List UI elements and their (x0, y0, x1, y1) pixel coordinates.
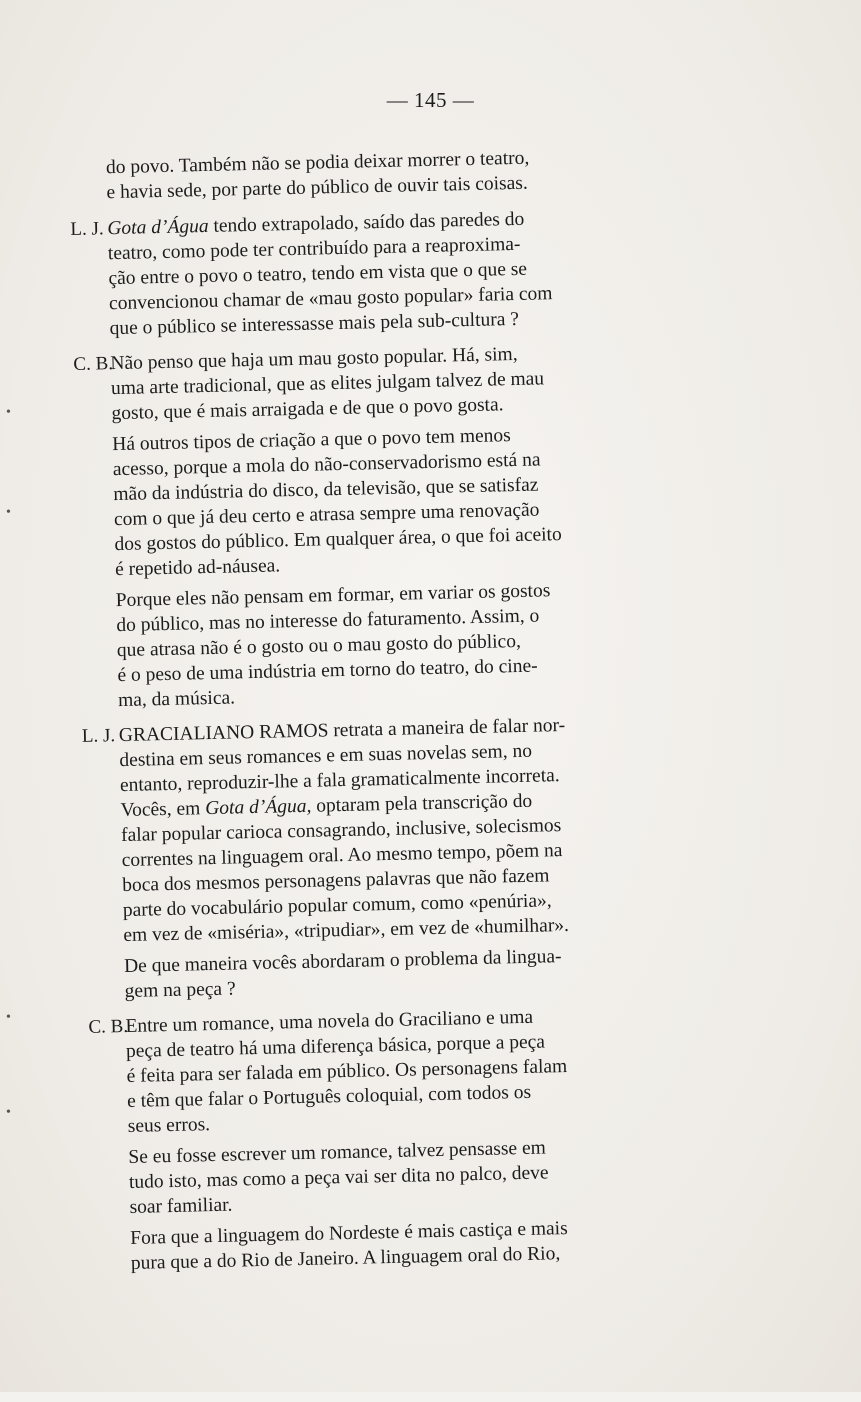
page-number: — 145 — (386, 88, 475, 112)
text-line: boca dos mesmos personagens palavras que não fazem (122, 865, 550, 897)
margin-mark-icon: • (6, 1105, 11, 1120)
text-line: pura que a do Rio de Janeiro. A linguagem oral do Rio, (130, 1243, 561, 1274)
play-title: Gota d’Água, (204, 795, 312, 820)
text-line: Fora que a linguagem do Nordeste é mais castiça e mais (130, 1218, 568, 1249)
text-line: De que maneira vocês abordaram o problema da lingua- (123, 946, 562, 978)
text-line: convencionou chamar de «mau gosto popular» faria com (108, 283, 553, 315)
text-line: destina em seus romances e em suas novelas sem, no (119, 740, 533, 772)
text-line: dos gostos do público. Em qualquer área, o que foi aceito (114, 523, 562, 556)
text-line: e têm que falar o Português coloquial, com todos os (126, 1081, 532, 1112)
text-line: Se eu fosse escrever um romance, talvez pensasse em (128, 1137, 547, 1168)
text-line: seus erros. (127, 1114, 211, 1137)
text-span: optaram pela transcrição do (311, 790, 533, 817)
text-line: GRACIALIANO RAMOS retrata a maneira de falar nor- (118, 714, 566, 747)
text-line: é o peso de uma indústria em torno do teatro, do cine- (117, 655, 538, 687)
text-line: com o que já deu certo e atrasa sempre uma renovação (113, 499, 540, 531)
text-line: Não penso que haja um mau gosto popular. Há, sim, (110, 343, 518, 375)
text-line: gosto, que é mais arraigada e de que o povo gosta. (111, 394, 504, 425)
text-line: Entre um romance, uma novela do Graciliano e uma (125, 1006, 534, 1038)
play-title: Gota d’Água (107, 215, 209, 240)
text-line: que atrasa não é o gosto ou o mau gosto do público, (116, 630, 522, 662)
margin-mark-icon: • (6, 1010, 11, 1025)
speaker-label-lj: L. J. (81, 725, 116, 747)
text-line: peça de teatro há uma diferença básica, porque a peça (125, 1031, 546, 1062)
text-line: é feita para ser falada em público. Os personagens falam (126, 1055, 568, 1087)
speaker-label-cb: C. B. (88, 1015, 129, 1038)
text-line: correntes na linguagem oral. Ao mesmo tempo, põem na (121, 840, 563, 872)
text-line: em vez de «miséria», «tripudiar», em vez de «humilhar». (123, 914, 570, 947)
text-line: do povo. Também não se podia deixar morrer o teatro, (105, 147, 530, 179)
text-line: entanto, reproduzir-lhe a fala gramaticalmente incorreta. (119, 765, 560, 797)
text-line: Há outros tipos de criação a que o povo tem menos (112, 425, 511, 456)
text-span: Vocês, em (120, 798, 206, 822)
text-line: que o público se interessasse mais pela sub-cultura ? (109, 308, 520, 340)
text-line: uma arte tradicional, que as elites julgam talvez de mau (110, 368, 545, 400)
text-line: do público, mas no interesse do faturamento. Assim, o (116, 605, 540, 637)
text-line: e havia sede, por parte do público de ouvir tais coisas. (106, 172, 528, 204)
margin-mark-icon: • (6, 505, 11, 520)
text-line: falar popular carioca consagrando, inclusive, solecismos (120, 815, 562, 847)
text-line: ção entre o povo o teatro, tendo em vista que o que se (108, 258, 528, 290)
text-line: acesso, porque a mola do não-conservadorismo está na (112, 449, 541, 481)
text-line: é repetido ad-náusea. (114, 555, 281, 581)
text-line: parte do vocabulário popular comum, como «penúria», (122, 890, 552, 922)
margin-mark-icon: • (6, 405, 11, 420)
text-line: Porque eles não pensam em formar, em variar os gostos (115, 580, 551, 612)
text-line: teatro, como pode ter contribuído para a reaproxima- (107, 233, 521, 265)
text-line: mão da indústria do disco, da televisão, que se satisfaz (113, 474, 539, 506)
text-line: tudo isto, mas como a peça vai ser dita no palco, deve (128, 1162, 549, 1193)
text-line: soar familiar. (129, 1194, 233, 1218)
speaker-label-lj: L. J. (70, 218, 104, 241)
text-line: ma, da música. (117, 687, 236, 712)
speaker-label-cb: C. B. (73, 353, 114, 376)
text-line: gem na peça ? (124, 978, 236, 1003)
text-span: tendo extrapolado, saído das paredes do (208, 208, 525, 237)
